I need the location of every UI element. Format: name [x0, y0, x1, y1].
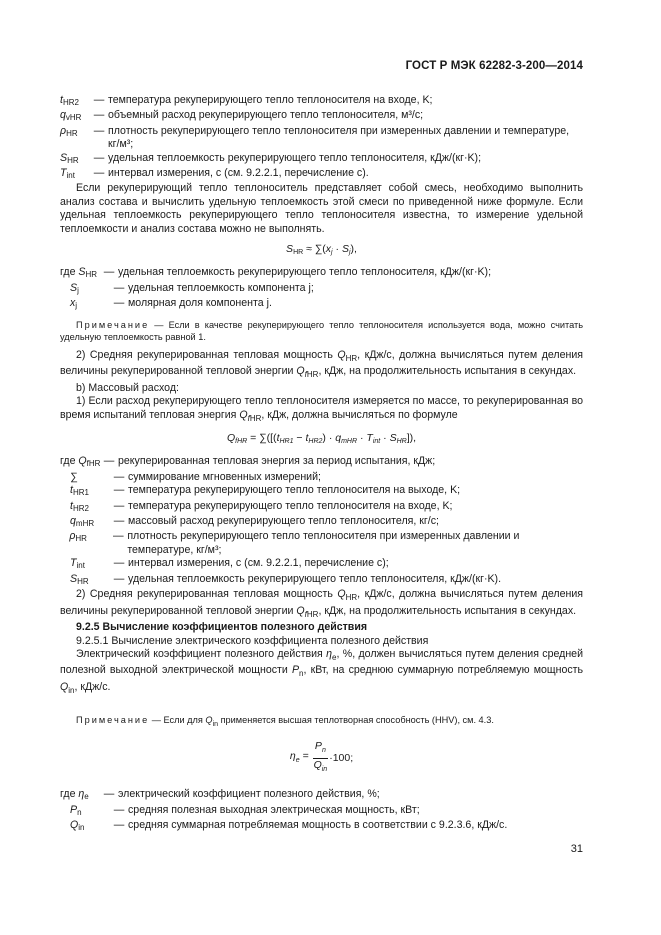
page-content [60, 94, 583, 835]
definition-row: tHR2 — температура рекуперирующего тепло теплоносителя на входе, K; [60, 500, 583, 515]
definitions-block-3 [60, 455, 583, 588]
symbol: qvHR [60, 109, 82, 123]
where-label: где [60, 455, 79, 468]
symbol: Tint [70, 557, 85, 571]
symbol: SHR [60, 151, 79, 165]
paragraph-avg-power-2: 2) Средняя рекуперированная тепловая мощность $Q_{HR}$, кДж/с, должна вычисляться путем деления величины рекуперированной тепловой энергии $Q_{fHR}$, кДж, на продолжительность испытания в секундах. [60, 588, 583, 619]
paragraph-avg-power-1: 2) Средняя рекуперированная тепловая мощность $Q_{HR}$, кДж/с, должна вычисляться путем деления величины рекуперированной тепловой энергии $Q_{fHR}$, кДж, на продолжительность испытания в секундах. [60, 348, 583, 380]
definition-row: xj — молярная доля компонента j. [60, 297, 583, 312]
definition-text: молярная доля компонента j. [128, 297, 272, 310]
definition-row: tHR2 — температура рекуперирующего тепло теплоносителя на входе, K; [60, 94, 583, 109]
definition-text: плотность рекуперирующего тепло теплоносителя при измеренных давлении и температуре, кг/м³; [108, 124, 570, 151]
symbol: Sj [70, 281, 79, 295]
definition-row: SHR — удельная теплоемкость рекуперирующего тепло теплоносителя, кДж/(кг·K); [60, 152, 583, 167]
definition-row: tHR1 — температура рекуперирующего тепло теплоносителя на выходе, K; [60, 484, 583, 499]
definition-text: удельная теплоемкость рекуперирующего тепло теплоносителя, кДж/(кг·K); [118, 266, 492, 279]
symbol: SHR [70, 572, 89, 586]
symbol: ρHR [69, 530, 87, 544]
standard-header: ГОСТ Р МЭК 62282-3-200—2014 [405, 60, 583, 72]
section-heading: 9.2.5 Вычисление коэффициентов полезного действия [76, 621, 368, 634]
formula-heat-energy: QfHR = ∑([(tHR1 − tHR2) · qmHR · Tint · SHR]), [226, 432, 417, 446]
note-hhv: Примечание — Если для $Q_{in}$ применяется высшая теплотворная способность (HHV), см. 4.3. [76, 714, 494, 728]
definition-row: SHR — удельная теплоемкость рекуперирующего тепло теплоносителя, кДж/(кг·K). [60, 573, 583, 588]
definition-row: Tint — интервал измерения, с (см. 9.2.2.1, перечисление с). [60, 167, 583, 182]
symbol: где QfHR [60, 455, 101, 469]
symbol: qmHR [70, 515, 95, 529]
definition-text: температура рекуперирующего тепло теплоносителя на выходе, K; [128, 484, 461, 497]
symbol: ρHR [60, 124, 78, 138]
definition-text: удельная теплоемкость рекуперирующего тепло теплоносителя, кДж/(кг·K); [108, 151, 482, 164]
note-water: Примечание — Если в качестве рекуперирующего тепло теплоносителя используется вода, можно считать удельную теплоемкость равной 1. [60, 319, 583, 342]
definition-text: температура рекуперирующего тепло теплоносителя на входе, K; [108, 94, 433, 106]
definitions-block-1 [60, 94, 583, 182]
definition-text: средняя суммарная потребляемая мощность в соответствии с 9.2.3.6, кДж/с. [128, 819, 508, 832]
formula-efficiency: $\eta_e$ = $P_n$ $Q_{in}$ ·100; [289, 740, 354, 773]
symbol: tHR2 [60, 94, 79, 107]
definition-row: qvHR — объемный расход рекуперирующего тепло теплоносителя, м³/с; [60, 109, 583, 124]
definition-row: Pn — средняя полезная выходная электрическая мощность, кВт; [60, 804, 583, 819]
definition-row: ρHR — плотность рекуперирующего тепло теплоносителя при измеренных давлении и температуре, кг/м³; [60, 125, 583, 152]
where-label: где [60, 788, 79, 801]
paragraph-mass-flow: b) Массовый расход: [76, 381, 179, 394]
symbol: tHR1 [70, 484, 89, 498]
definitions-block-4 [60, 788, 583, 834]
definition-row: где ηe — электрический коэффициент полезного действия, %; [60, 788, 583, 803]
definition-row: ∑ — суммирование мгновенных измерений; [60, 471, 583, 484]
subsection-heading: 9.2.5.1 Вычисление электрического коэффициента полезного действия [76, 634, 429, 647]
page-number: 31 [570, 843, 583, 855]
paragraph-mixture: Если рекуперирующий тепло теплоноситель представляет собой смесь, необходимо выполнить анализ состава и вычислить удельную теплоемкость этой смеси по приведенной ниже формуле. Если удельная теплоемкость рекуперирующего тепло теплоносителя известна, то измерение удельной теплоемкости и анализ состава можно не выполнять. [60, 182, 583, 235]
definition-text: плотность рекуперирующего тепло теплоносителя при измеренных давлении и температуре, кг/м³; [127, 530, 520, 556]
symbol: Qin [70, 819, 85, 833]
formula-specific-heat: SHR ≈ ∑(xj · Sj), [286, 243, 357, 257]
definition-row: Qin — средняя суммарная потребляемая мощность в соответствии с 9.2.3.6, кДж/с. [60, 819, 583, 834]
definition-text: рекуперированная тепловая энергия за период испытания, кДж; [118, 455, 436, 468]
definition-text: электрический коэффициент полезного действия, %; [118, 788, 380, 801]
symbol: где SHR [60, 266, 98, 280]
definition-text: средняя полезная выходная электрическая мощность, кВт; [128, 803, 420, 816]
definition-text: удельная теплоемкость рекуперирующего тепло теплоносителя, кДж/(кг·K). [128, 572, 502, 585]
paragraph-mass-measure: 1) Если расход рекуперирующего тепло теплоносителя измеряется по массе, то рекуперированная во время испытаний тепловая энергия $Q_{fHR}$, кДж, должна вычисляться по формуле [60, 395, 583, 423]
definition-row: Sj — удельная теплоемкость компонента j; [60, 282, 583, 297]
definition-row: qmHR — массовый расход рекуперирующего тепло теплоносителя, кг/с; [60, 515, 583, 530]
definitions-block-2 [60, 266, 583, 312]
symbol: ∑ [70, 470, 78, 483]
definition-text: суммирование мгновенных измерений; [128, 470, 321, 483]
symbol: xj [70, 297, 78, 311]
definition-text: массовый расход рекуперирующего тепло теплоносителя, кг/с; [128, 515, 439, 528]
symbol: где ηe [60, 788, 89, 802]
definition-row: где QfHR — рекуперированная тепловая энергия за период испытания, кДж; [60, 455, 583, 470]
where-label: где [60, 266, 79, 279]
symbol: tHR2 [70, 499, 89, 513]
definition-text: интервал измерения, с (см. 9.2.2.1, перечисление с). [108, 167, 369, 180]
definition-text: удельная теплоемкость компонента j; [128, 281, 314, 294]
paragraph-efficiency: Электрический коэффициент полезного действия $\eta_e$, %, должен вычисляться путем деления средней полезной выходной электрической мощности $P_n$, кВт, на среднюю суммарную потребляемую мощность $Q_{in}$, кДж/с. [60, 647, 584, 696]
definition-row: ρHR — плотность рекуперирующего тепло теплоносителя при измеренных давлении и температуре, кг/м³; [60, 530, 583, 557]
symbol: Pn [70, 803, 82, 817]
definition-text: температура рекуперирующего тепло теплоносителя на входе, K; [128, 499, 453, 512]
definition-row: Tint — интервал измерения, с (см. 9.2.2.1, перечисление с); [60, 557, 583, 572]
definition-text: интервал измерения, с (см. 9.2.2.1, перечисление с); [128, 557, 389, 570]
definition-text: объемный расход рекуперирующего тепло теплоносителя, м³/с; [108, 109, 424, 122]
symbol: Tint [60, 167, 75, 181]
definition-row: где SHR — удельная теплоемкость рекуперирующего тепло теплоносителя, кДж/(кг·K); [60, 266, 583, 281]
